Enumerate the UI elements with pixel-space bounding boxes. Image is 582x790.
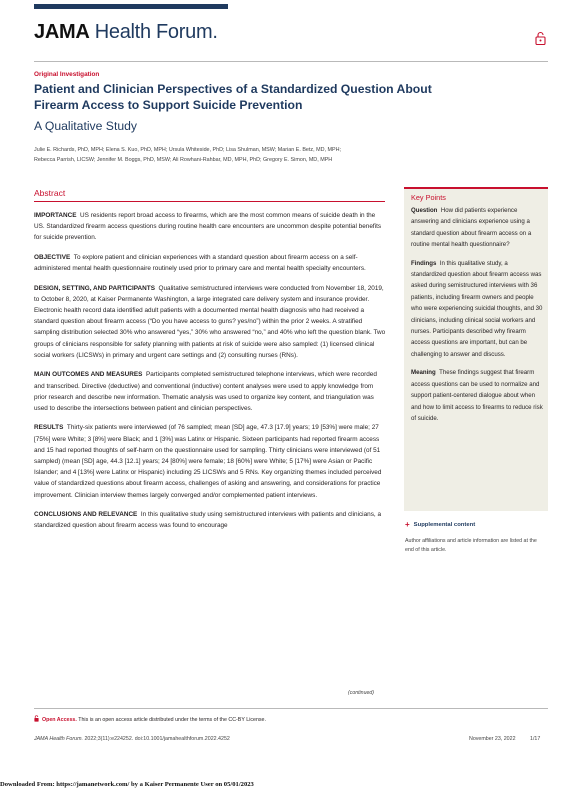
page-number: 1/17 bbox=[530, 736, 541, 742]
article-title: Patient and Clinician Perspectives of a Standardized Question About Firearm Access to Support Suicide Prevention bbox=[34, 82, 432, 112]
abstract-section-conclusions bbox=[34, 509, 386, 531]
author-list bbox=[34, 146, 434, 165]
open-access-notice bbox=[34, 715, 266, 723]
abstract-divider bbox=[34, 201, 385, 202]
key-point-label: Question bbox=[411, 207, 438, 214]
supplemental-label: Supplemental content bbox=[413, 522, 476, 528]
section-label: OBJECTIVE bbox=[34, 253, 71, 261]
abstract-section-design bbox=[34, 283, 386, 361]
section-text: US residents report broad access to firearms, which are the most common means of suicide death in the US. Standardized firearm access questions during routine health care encounters are uncommon despite potential benefits for suicide prevention. bbox=[34, 212, 382, 242]
key-point-question bbox=[411, 205, 543, 251]
header-divider bbox=[34, 61, 548, 62]
key-point-text: In this qualitative study, a standardized question about firearm access was asked during semistructured interviews with 36 patients, including firearm owners and people who were experiencing suicidal thoughts, and 30 clinicians, including clinical social workers and nurses. Participants described why firearm access questions are important, but can be challenging to answer and discuss. bbox=[411, 259, 543, 358]
key-point-text: These findings suggest that firearm access questions can be used to normalize and support patient-centered dialogue about when and how to limit access to firearms to reduce risk of suicide. bbox=[411, 369, 543, 422]
abstract-heading: Abstract bbox=[34, 188, 66, 198]
section-text: Participants completed semistructured telephone interviews, which were recorded and transcribed. Directive (deductive) and conventional (inductive) content analyses were used to apply knowledge from prior research and describe new information. Thematic analysis was used to organize key content, and triangulation was used to describe the intersections between patient and clinician perspectives. bbox=[34, 371, 377, 412]
section-label: CONCLUSIONS AND RELEVANCE bbox=[34, 511, 138, 519]
section-label: RESULTS bbox=[34, 424, 64, 432]
abstract-section-importance bbox=[34, 210, 386, 244]
supplemental-note: Author affiliations and article information are listed at the end of this article. bbox=[405, 538, 537, 553]
open-access-text: This is an open access article distributed under the terms of the CC-BY License. bbox=[78, 717, 266, 723]
publication-date: November 23, 2022 bbox=[469, 736, 516, 742]
section-label: IMPORTANCE bbox=[34, 212, 77, 219]
open-access-icon bbox=[34, 715, 39, 722]
open-access-label: Open Access. bbox=[42, 717, 77, 723]
citation-details: 2022;3(11):e224252. doi:10.1001/jamahealthforum.2022.4252 bbox=[84, 736, 230, 742]
citation-journal: JAMA Health Forum. bbox=[34, 736, 83, 742]
journal-logo: JAMA Health Forum. bbox=[34, 21, 218, 43]
abstract-body bbox=[34, 210, 386, 540]
continued-note: (continued) bbox=[348, 690, 374, 696]
key-points-body bbox=[411, 205, 543, 431]
article-type: Original Investigation bbox=[34, 71, 100, 78]
section-text: Thirty-six patients were interviewed (of 76 sampled; mean [SD] age, 47.3 [17.9] years; 19 [53%] were male; 27 [75%] were White; 3 [8%] were Black; and 1 [3%] was Latinx or Hispanic. Sixteen participants had reported firearm access and 15 had reported thoughts of self-harm on the questionnaire used for sampling. Thirty clinicians were interviewed (of 51 sampled) (mean [SD] age, 44.3 [12.1] years; 24 [80%] were female; 18 [60%] were White; 5 [17%] were Asian or Pacific Islander; and 4 [13%] were Latinx or Hispanic) including 25 LICSWs and 5 RNs. Key organizing themes included perceived value of standardized questions about firearm access, challenges of asking and answering, and considerations for practice improvement. Clinician interview themes largely converged and/or complemented patient interviews. bbox=[34, 424, 382, 499]
section-text: Qualitative semistructured interviews were conducted from November 18, 2019, to October 8, 2020, at Kaiser Permanente Washington, a large integrated care delivery system and insurance provider. Electronic health record data identified adult patients with a documented mental health diagnosis who had received a standard question about firearm access (“Do you have access to guns? yes/no”) within the prior 2 weeks. A stratified sampling distribution selected 30% who answered “yes,” 30% who answered “no,” and 40% who left the question blank. Two groups of clinicians responsible for safety planning with patients at risk of suicide were also sampled: (1) licensed clinical social workers (LICSWs) in primary and urgent care settings and (2) consulting nurses (RNs). bbox=[34, 284, 386, 359]
plus-icon: + bbox=[405, 520, 410, 529]
key-point-label: Findings bbox=[411, 259, 437, 267]
section-label: MAIN OUTCOMES AND MEASURES bbox=[34, 371, 143, 379]
section-text: To explore patient and clinician experiences with a standard question about firearm access on a self-administered mental health questionnaire routinely used prior to primary care and mental health specialty encounters. bbox=[34, 253, 366, 273]
section-text: In this qualitative study using semistructured interviews with patients and clinicians, a standardized question about firearm access was found to encourage bbox=[34, 511, 382, 530]
key-point-text: How did patients experience answering and clinicians experience using a standard question about firearm access on a routine mental health questionnaire? bbox=[411, 207, 532, 249]
citation bbox=[34, 736, 230, 742]
supplemental-content-link[interactable] bbox=[405, 520, 475, 529]
article-subtitle: A Qualitative Study bbox=[34, 119, 137, 133]
key-point-findings bbox=[411, 258, 543, 361]
download-stamp: Downloaded From: https://jamanetwork.com/ by a Kaiser Permanente User on 05/01/2023 bbox=[0, 781, 254, 788]
abstract-section-results bbox=[34, 422, 386, 500]
footer-divider bbox=[34, 708, 548, 709]
open-access-lock-icon bbox=[535, 31, 546, 45]
journal-top-bar bbox=[34, 4, 228, 9]
key-point-label: Meaning bbox=[411, 369, 436, 377]
key-points-accent-bar bbox=[404, 187, 548, 189]
abstract-section-outcomes bbox=[34, 369, 386, 414]
author-line: Julie E. Richards, PhD, MPH; Elena S. Kuo, PhD, MPH; Ursula Whiteside, PhD; Lisa Shulman, MSW; Marian E. Betz, MD, MPH; bbox=[34, 147, 341, 153]
abstract-section-objective bbox=[34, 252, 386, 274]
key-point-meaning bbox=[411, 367, 543, 424]
key-points-heading: Key Points bbox=[411, 193, 446, 202]
author-line: Rebecca Parrish, LICSW; Jennifer M. Boggs, PhD, MSW; Ali Rowhani-Rahbar, MD, MPH, PhD; Gregory E. Simon, MD, MPH bbox=[34, 156, 333, 163]
section-label: DESIGN, SETTING, AND PARTICIPANTS bbox=[34, 284, 155, 292]
